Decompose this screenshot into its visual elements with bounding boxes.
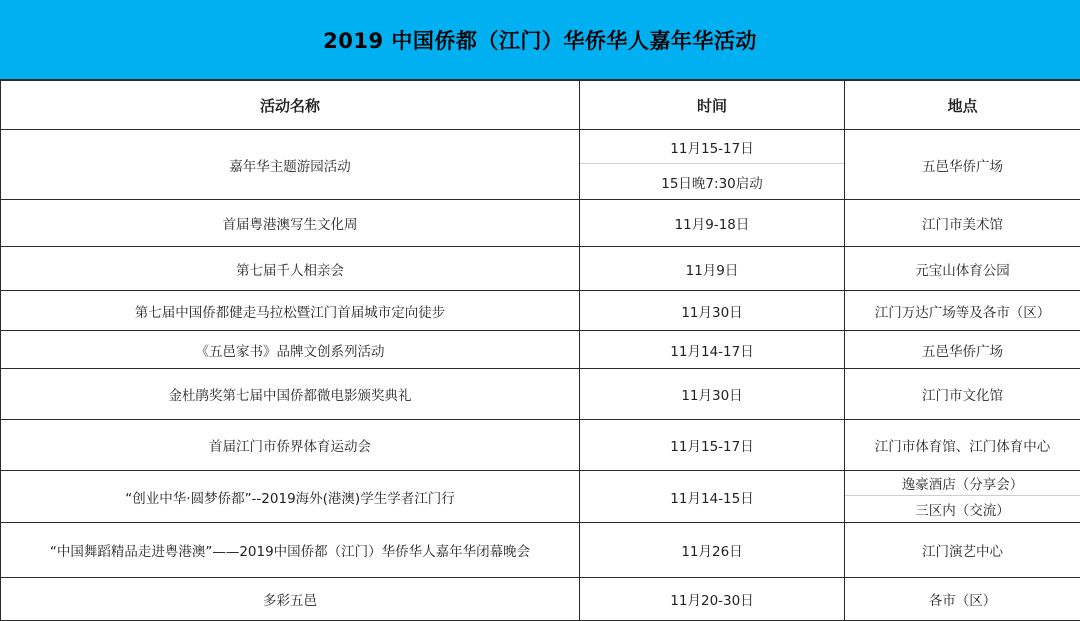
table-row [1, 578, 1080, 621]
activity-name-cell: 第七届中国侨都健走马拉松暨江门首届城市定向徒步 [1, 291, 580, 331]
activity-name-cell: 金杜鹃奖第七届中国侨都微电影颁奖典礼 [1, 369, 580, 420]
page-title: 2019 中国侨都（江门）华侨华人嘉年华活动 [323, 28, 757, 53]
header-activity-name: 活动名称 [1, 81, 580, 130]
place-cell: 元宝山体育公园 [845, 247, 1080, 291]
place-line: 逸豪酒店（分享会） [845, 471, 1080, 496]
table-row [1, 291, 1080, 331]
table-row [1, 200, 1080, 247]
time-cell: 11月30日 [580, 369, 845, 420]
title-banner [0, 0, 1080, 80]
place-cell: 江门演艺中心 [845, 523, 1080, 578]
header-place: 地点 [845, 81, 1080, 130]
time-cell [580, 130, 845, 200]
activity-name-cell: 首届江门市侨界体育运动会 [1, 420, 580, 471]
place-cell: 江门万达广场等及各市（区） [845, 291, 1080, 331]
activity-name-cell: “中国舞蹈精品走进粤港澳”——2019中国侨都（江门）华侨华人嘉年华闭幕晚会 [1, 523, 580, 578]
place-cell [845, 471, 1080, 523]
table-row [1, 420, 1080, 471]
time-cell: 11月9日 [580, 247, 845, 291]
place-line: 三区内（交流） [915, 503, 1010, 519]
place-cell: 五邑华侨广场 [845, 331, 1080, 369]
place-cell: 江门市文化馆 [845, 369, 1080, 420]
table-row [1, 523, 1080, 578]
time-cell: 11月15-17日 [580, 420, 845, 471]
header-row [1, 81, 1080, 130]
table-row [1, 130, 1080, 200]
activity-name-cell: 首届粤港澳写生文化周 [1, 200, 580, 247]
time-cell: 11月20-30日 [580, 578, 845, 621]
activity-name-cell: 嘉年华主题游园活动 [1, 130, 580, 200]
activity-name-cell: 第七届千人相亲会 [1, 247, 580, 291]
place-cell: 五邑华侨广场 [845, 130, 1080, 200]
table-row [1, 331, 1080, 369]
activity-name-cell: 多彩五邑 [1, 578, 580, 621]
activity-name-cell: 《五邑家书》品牌文创系列活动 [1, 331, 580, 369]
schedule-table [0, 80, 1080, 621]
activity-name-cell: “创业中华·圆梦侨都”--2019海外(港澳)学生学者江门行 [1, 471, 580, 523]
time-cell: 11月14-15日 [580, 471, 845, 523]
time-cell: 11月30日 [580, 291, 845, 331]
table-row [1, 471, 1080, 523]
time-line: 15日晚7:30启动 [661, 175, 763, 192]
place-cell: 各市（区） [845, 578, 1080, 621]
time-cell: 11月14-17日 [580, 331, 845, 369]
header-time: 时间 [580, 81, 845, 130]
place-cell: 江门市美术馆 [845, 200, 1080, 247]
time-cell: 11月9-18日 [580, 200, 845, 247]
table-row [1, 369, 1080, 420]
table-row [1, 247, 1080, 291]
time-cell: 11月26日 [580, 523, 845, 578]
place-cell: 江门市体育馆、江门体育中心 [845, 420, 1080, 471]
time-line: 11月15-17日 [580, 130, 844, 164]
